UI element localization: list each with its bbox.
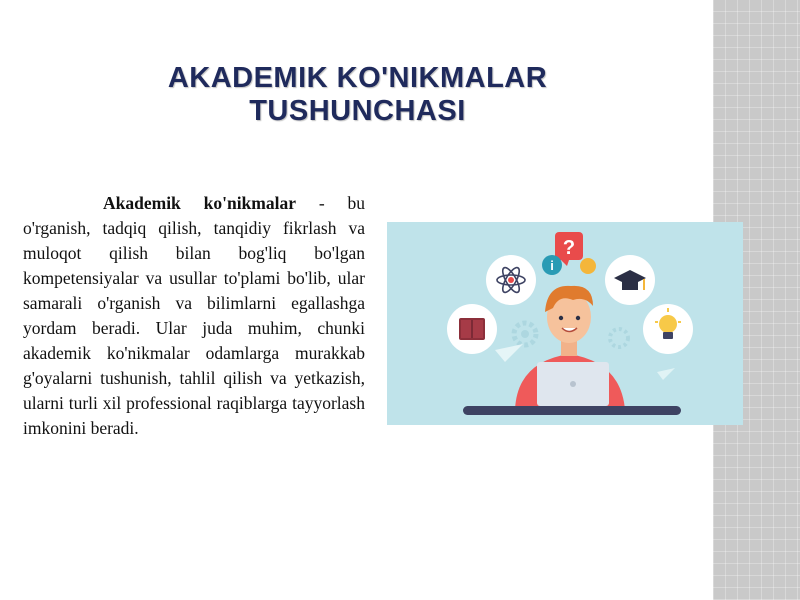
atom-icon [486, 255, 536, 305]
student-laptop-illustration [387, 222, 743, 425]
graduation-cap-icon [605, 255, 655, 305]
slide-body-paragraph [23, 191, 365, 441]
lightbulb-icon [643, 304, 693, 354]
body-term: Akademik ko'nikmalar [103, 193, 297, 213]
book-icon [447, 304, 497, 354]
laptop-icon [537, 362, 609, 406]
desk [463, 406, 681, 415]
svg-text:?: ? [562, 237, 576, 259]
body-text-rest: - bu o'rganish, tadqiq qilish, tanqidiy fikrlash va muloqot qilish bilan bog'liq bo'lgan kompetensiyalar va usullar to'plami bo'lib, ular samarali o'rganish va bilimlarni egallashga yordam beradi. Ular juda muhim, chunki akademik ko'nikmalar odamlarga murakkab g'oyalarni tushunish, tahlil qilish va yetkazish, ularni turli xil professional raqiblarga tayyorlash imkonini beradi. [23, 193, 365, 438]
slide-title: AKADEMIK KO'NIKMALAR TUSHUNCHASI [167, 62, 548, 127]
svg-text:i: i [550, 258, 554, 273]
